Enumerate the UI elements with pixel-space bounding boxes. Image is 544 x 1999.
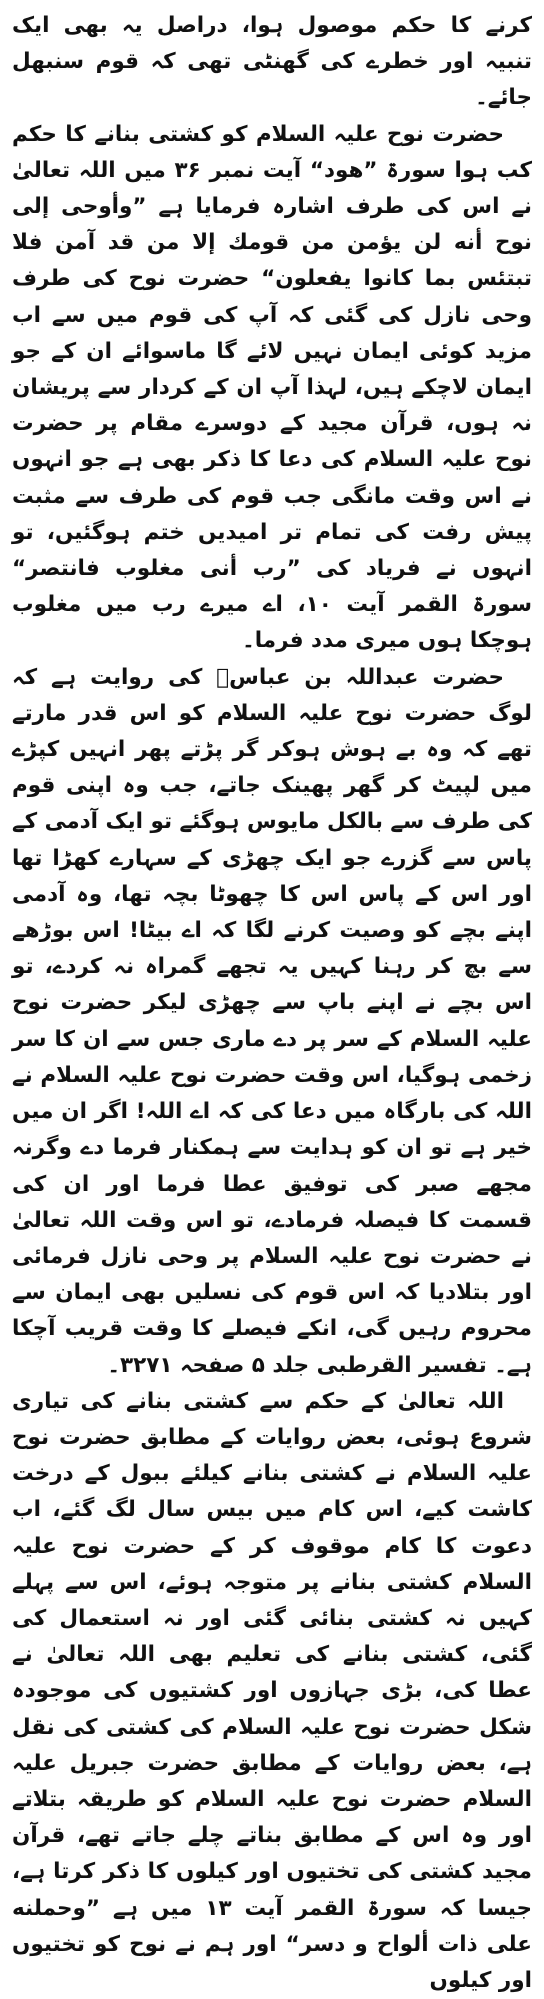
paragraph-ibn-abbas-narration: حضرت عبداللہ بن عباسؓ کی روایت ہے کہ لوگ حضرت نوح علیہ السلام کو اس قدر مارتے تھے کہ وہ بے ہوش ہوکر گر پڑتے پھر انہیں کپڑے میں لپیٹ کر گھر پھینک جاتے، جب وہ اپنی قوم کی طرف سے بالکل مایوس ہوگئے تو ایک آدمی کے پاس سے گزرے جو ایک چھڑی کے سہارے کھڑا تھا اور اس کے پاس اس کا چھوٹا بچہ تھا، وہ آدمی اپنے بچے کو وصیت کرنے لگا کہ اے بیٹا! اس بوڑھے سے بچ کر رہنا کہیں یہ تجھے گمراہ نہ کردے، تو اس بچے نے اپنے باپ سے چھڑی لیکر حضرت نوح علیہ السلام کے سر پر دے ماری جس سے ان کا سر زخمی ہوگیا، اس وقت حضرت نوح علیہ السلام نے اللہ کی بارگاہ میں دعا کی کہ اے اللہ! اگر ان میں خیر ہے تو ان کو ہدایت سے ہمکنار فرما دے وگرنہ مجھے صبر کی توفیق عطا فرما اور ان کی قسمت کا فیصلہ فرمادے، تو اس وقت اللہ تعالیٰ نے حضرت نوح علیہ السلام پر وحی نازل فرمائی اور بتلادیا کہ اس قوم کی نسلیں بھی ایمان سے محروم رہیں گی، انکے فیصلے کا وقت قریب آچکا ہے۔ تفسیر القرطبی جلد ۵ صفحہ ۳۲۷۱۔ <box>11 664 532 1378</box>
document-page <box>11 8 532 1993</box>
paragraph-continuation: کرنے کا حکم موصول ہوا، دراصل یہ بھی ایک تنبیہ اور خطرے کی گھنٹی تھی کہ قوم سنبھل جائے۔ <box>12 13 532 111</box>
paragraph-ark-construction: اللہ تعالیٰ کے حکم سے کشتی بنانے کی تیاری شروع ہوئی، بعض روایات کے مطابق حضرت نوح علیہ السلام نے کشتی بنانے کیلئے ببول کے درخت کاشت کیے، اس کام میں بیس سال لگ گئے، اب دعوت کا کام موقوف کر کے حضرت نوح علیہ السلام کشتی بنانے پر متوجہ ہوئے، اس سے پہلے کہیں نہ کشتی بنائی گئی اور نہ استعمال کی گئی، کشتی بنانے کی تعلیم بھی اللہ تعالیٰ نے عطا کی، بڑی جہازوں اور کشتیوں کی موجودہ شکل حضرت نوح علیہ السلام کی کشتی کی نقل ہے، بعض روایات کے مطابق حضرت جبریل علیہ السلام حضرت نوح علیہ السلام کو طریقہ بتلاتے اور وہ اس کے مطابق بناتے چلے جاتے تھے، قرآن مجید کشتی کی تختیوں اور کیلوں کا ذکر کرتا ہے، جیسا کہ سورۃ القمر آیت ۱۳ میں ہے ”وحملنه علی ذات ألواح و دسر“ اور ہم نے نوح کو تختیوں اور کیلوں <box>12 1388 532 1993</box>
paragraph-ark-command: حضرت نوح علیہ السلام کو کشتی بنانے کا حکم کب ہوا سورۃ ”ھود“ آیت نمبر ۳۶ میں اللہ تعالیٰ نے اس کی طرف اشارہ فرمایا ہے ”وأوحی إلی نوح أنه لن يؤمن من قومك إلا من قد آمن فلا تبتئس بما كانوا يفعلون“ حضرت نوح کی طرف وحی نازل کی گئی کہ آپ کی قوم میں سے اب مزید کوئی ایمان نہیں لائے گا ماسوائے ان کے جو ایمان لاچکے ہیں، لہذا آپ ان کے کردار سے پریشان نہ ہوں، قرآن مجید کے دوسرے مقام پر حضرت نوح علیہ السلام کی دعا کا ذکر بھی ہے جو انہوں نے اس وقت مانگی جب قوم کی طرف سے مثبت پیش رفت کی تمام تر امیدیں ختم ہوگئیں، تو انہوں نے فریاد کی ”رب أنی مغلوب فانتصر“ سورۃ القمر آیت ۱۰، اے میرے رب میں مغلوب ہوچکا ہوں میری مدد فرما۔ <box>12 121 532 654</box>
